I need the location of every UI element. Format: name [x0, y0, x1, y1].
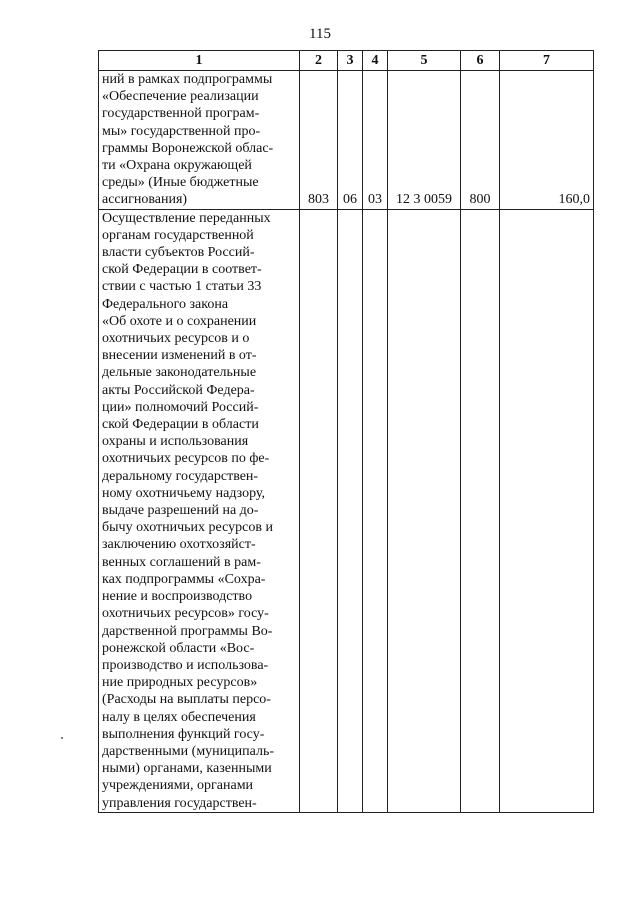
description-line: органам государственной: [102, 227, 254, 243]
target-article-cell: [388, 209, 461, 812]
section-code-cell: [338, 209, 363, 812]
description-line: дарственными (муниципаль-: [102, 743, 275, 759]
description-line: внесении изменений в от-: [102, 348, 257, 364]
description-line: мы» государственной про-: [102, 123, 261, 139]
description-line: дарственной программы Во-: [102, 623, 273, 639]
col-header-7: 7: [500, 51, 594, 71]
ministry-code-cell: [300, 209, 338, 812]
description-line: ными) органами, казенными: [102, 761, 272, 777]
description-line: ции» полномочий Россий-: [102, 399, 259, 415]
description-line: деральному государствен-: [102, 468, 259, 484]
description-line: учреждениями, органами: [102, 778, 254, 794]
description-line: ассигнования): [102, 192, 188, 208]
amount-cell: 160,0: [500, 71, 594, 210]
description-line: граммы Воронежской облас-: [102, 140, 274, 156]
description-line: выдаче разрешений на до-: [102, 503, 259, 519]
description-line: охотничьих ресурсов и о: [102, 331, 250, 347]
description-line: власти субъектов Россий-: [102, 245, 255, 261]
description-line: «Обеспечение реализации: [102, 89, 259, 105]
description-line: ти «Охрана окружающей: [102, 158, 252, 174]
description-line: государственной програм-: [102, 106, 260, 122]
col-header-1: 1: [99, 51, 300, 71]
description-line: производство и использова-: [102, 657, 269, 673]
description-line: охотничьих ресурсов» госу-: [102, 606, 269, 622]
description-line: ской Федерации в соответ-: [102, 262, 262, 278]
description-line: ской Федерации в области: [102, 417, 259, 433]
col-header-3: 3: [338, 51, 363, 71]
expense-type-cell: 800: [461, 71, 500, 210]
scan-speck: [61, 737, 63, 739]
col-header-2: 2: [300, 51, 338, 71]
col-header-6: 6: [461, 51, 500, 71]
ministry-code-cell: 803: [300, 71, 338, 210]
description-line: ному охотничьему надзору,: [102, 485, 265, 501]
page-number: 115: [309, 26, 331, 42]
subsection-code-cell: 03: [363, 71, 388, 210]
expense-type-cell: [461, 209, 500, 812]
description-line: дельные законодательные: [102, 365, 257, 381]
description-line: Федерального закона: [102, 296, 229, 312]
row-description: [99, 209, 300, 812]
description-line: акты Российской Федера-: [102, 382, 255, 398]
row-description: [99, 71, 300, 210]
description-line: Осуществление переданных: [102, 210, 271, 226]
description-line: ние природных ресурсов»: [102, 675, 258, 691]
budget-table: [98, 50, 594, 813]
description-line: ний в рамках подпрограммы: [102, 72, 273, 87]
col-header-5: 5: [388, 51, 461, 71]
description-line: охраны и использования: [102, 434, 249, 450]
description-line: (Расходы на выплаты персо-: [102, 692, 271, 708]
section-code-cell: 06: [338, 71, 363, 210]
table-row: [99, 71, 594, 210]
description-line: венных соглашений в рам-: [102, 554, 261, 570]
target-article-cell: 12 3 0059: [388, 71, 461, 210]
description-line: управления государствен-: [102, 795, 257, 811]
description-line: охотничьих ресурсов по фе-: [102, 451, 270, 467]
description-line: заключению охотхозяйст-: [102, 537, 256, 553]
description-line: ках подпрограммы «Сохра-: [102, 571, 266, 587]
col-header-4: 4: [363, 51, 388, 71]
description-line: выполнения функций госу-: [102, 726, 265, 742]
description-line: нение и воспроизводство: [102, 589, 253, 605]
description-line: «Об охоте и о сохранении: [102, 313, 257, 329]
description-line: налу в целях обеспечения: [102, 709, 256, 725]
amount-cell: [500, 209, 594, 812]
description-line: ствии с частью 1 статьи 33: [102, 279, 262, 295]
table-row: [99, 209, 594, 812]
description-line: бычу охотничьих ресурсов и: [102, 520, 273, 536]
table-header-row: [99, 51, 594, 71]
description-line: ронежской области «Вос-: [102, 640, 255, 656]
description-line: среды» (Иные бюджетные: [102, 175, 259, 191]
subsection-code-cell: [363, 209, 388, 812]
